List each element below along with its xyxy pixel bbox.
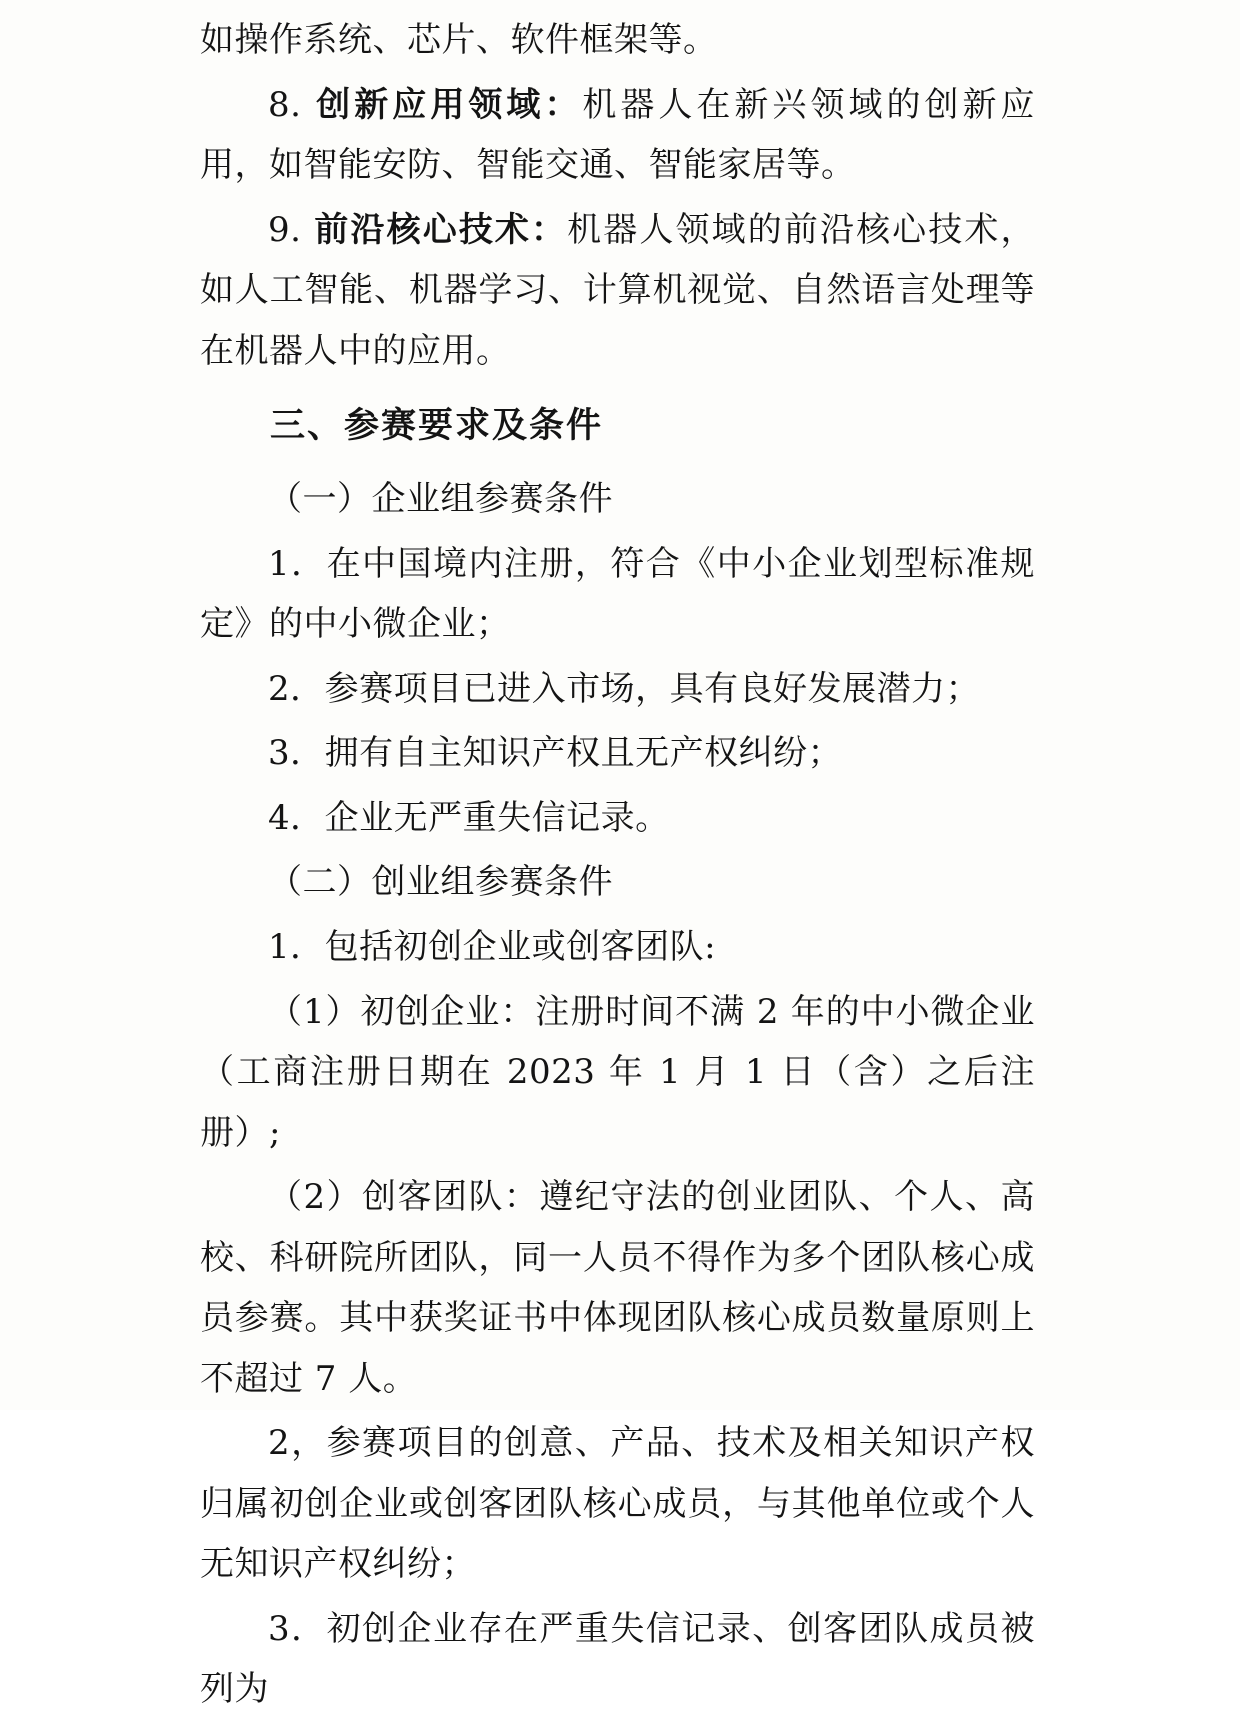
startup-item-3: 3．初创企业存在严重失信记录、创客团队成员被列为 xyxy=(200,1608,1035,1710)
list-item-8 xyxy=(200,75,1035,196)
startup-sub-item-2: （2）创客团队：遵纪守法的创业团队、个人、高校、科研院所团队，同一人员不得作为多个团队核心成员参赛。其中获奖证书中体现团队核心成员数量原则上不超过 7 人。 xyxy=(200,1177,1035,1399)
list-item-9-text: 机器人领域的前沿核心技术，如人工智能、机器学习、计算机视觉、自然语言处理等在机器人中的应用。 xyxy=(200,209,1036,371)
enterprise-item-1: 1．在中国境内注册，符合《中小企业划型标准规定》的中小微企业； xyxy=(200,543,1035,645)
startup-sub-item-1: （1）初创企业：注册时间不满 2 年的中小微企业（工商注册日期在 2023 年 1 月 1 日（含）之后注册）; xyxy=(200,991,1035,1153)
subsection-heading-one: （一）企业组参赛条件 xyxy=(268,479,613,520)
list-item-8-number: 8. xyxy=(268,84,302,125)
startup-item-2: 2，参赛项目的创意、产品、技术及相关知识产权归属初创企业或创客团队核心成员，与其他单位或个人无知识产权纠纷； xyxy=(200,1423,1035,1585)
section-heading: 三、参赛要求及条件 xyxy=(270,406,604,447)
document-body xyxy=(200,10,1035,1720)
list-item-9 xyxy=(200,200,1035,382)
list-item-9-lead: 前沿核心技术： xyxy=(314,209,568,250)
enterprise-item-4: 4．企业无严重失信记录。 xyxy=(268,797,670,838)
list-item-8-lead: 创新应用领域： xyxy=(316,84,583,125)
enterprise-item-2: 2．参赛项目已进入市场，具有良好发展潜力； xyxy=(268,668,981,709)
enterprise-item-3: 3．拥有自主知识产权且无产权纠纷； xyxy=(268,733,843,774)
list-item-8-text: 机器人在新兴领域的创新应用，如智能安防、智能交通、智能家居等。 xyxy=(200,84,1036,186)
subsection-heading-two: （二）创业组参赛条件 xyxy=(268,862,613,903)
list-item-9-number: 9. xyxy=(268,209,302,250)
paragraph-continued: 如操作系统、芯片、软件框架等。 xyxy=(200,20,718,60)
startup-item-1: 1．包括初创企业或创客团队: xyxy=(268,927,717,967)
